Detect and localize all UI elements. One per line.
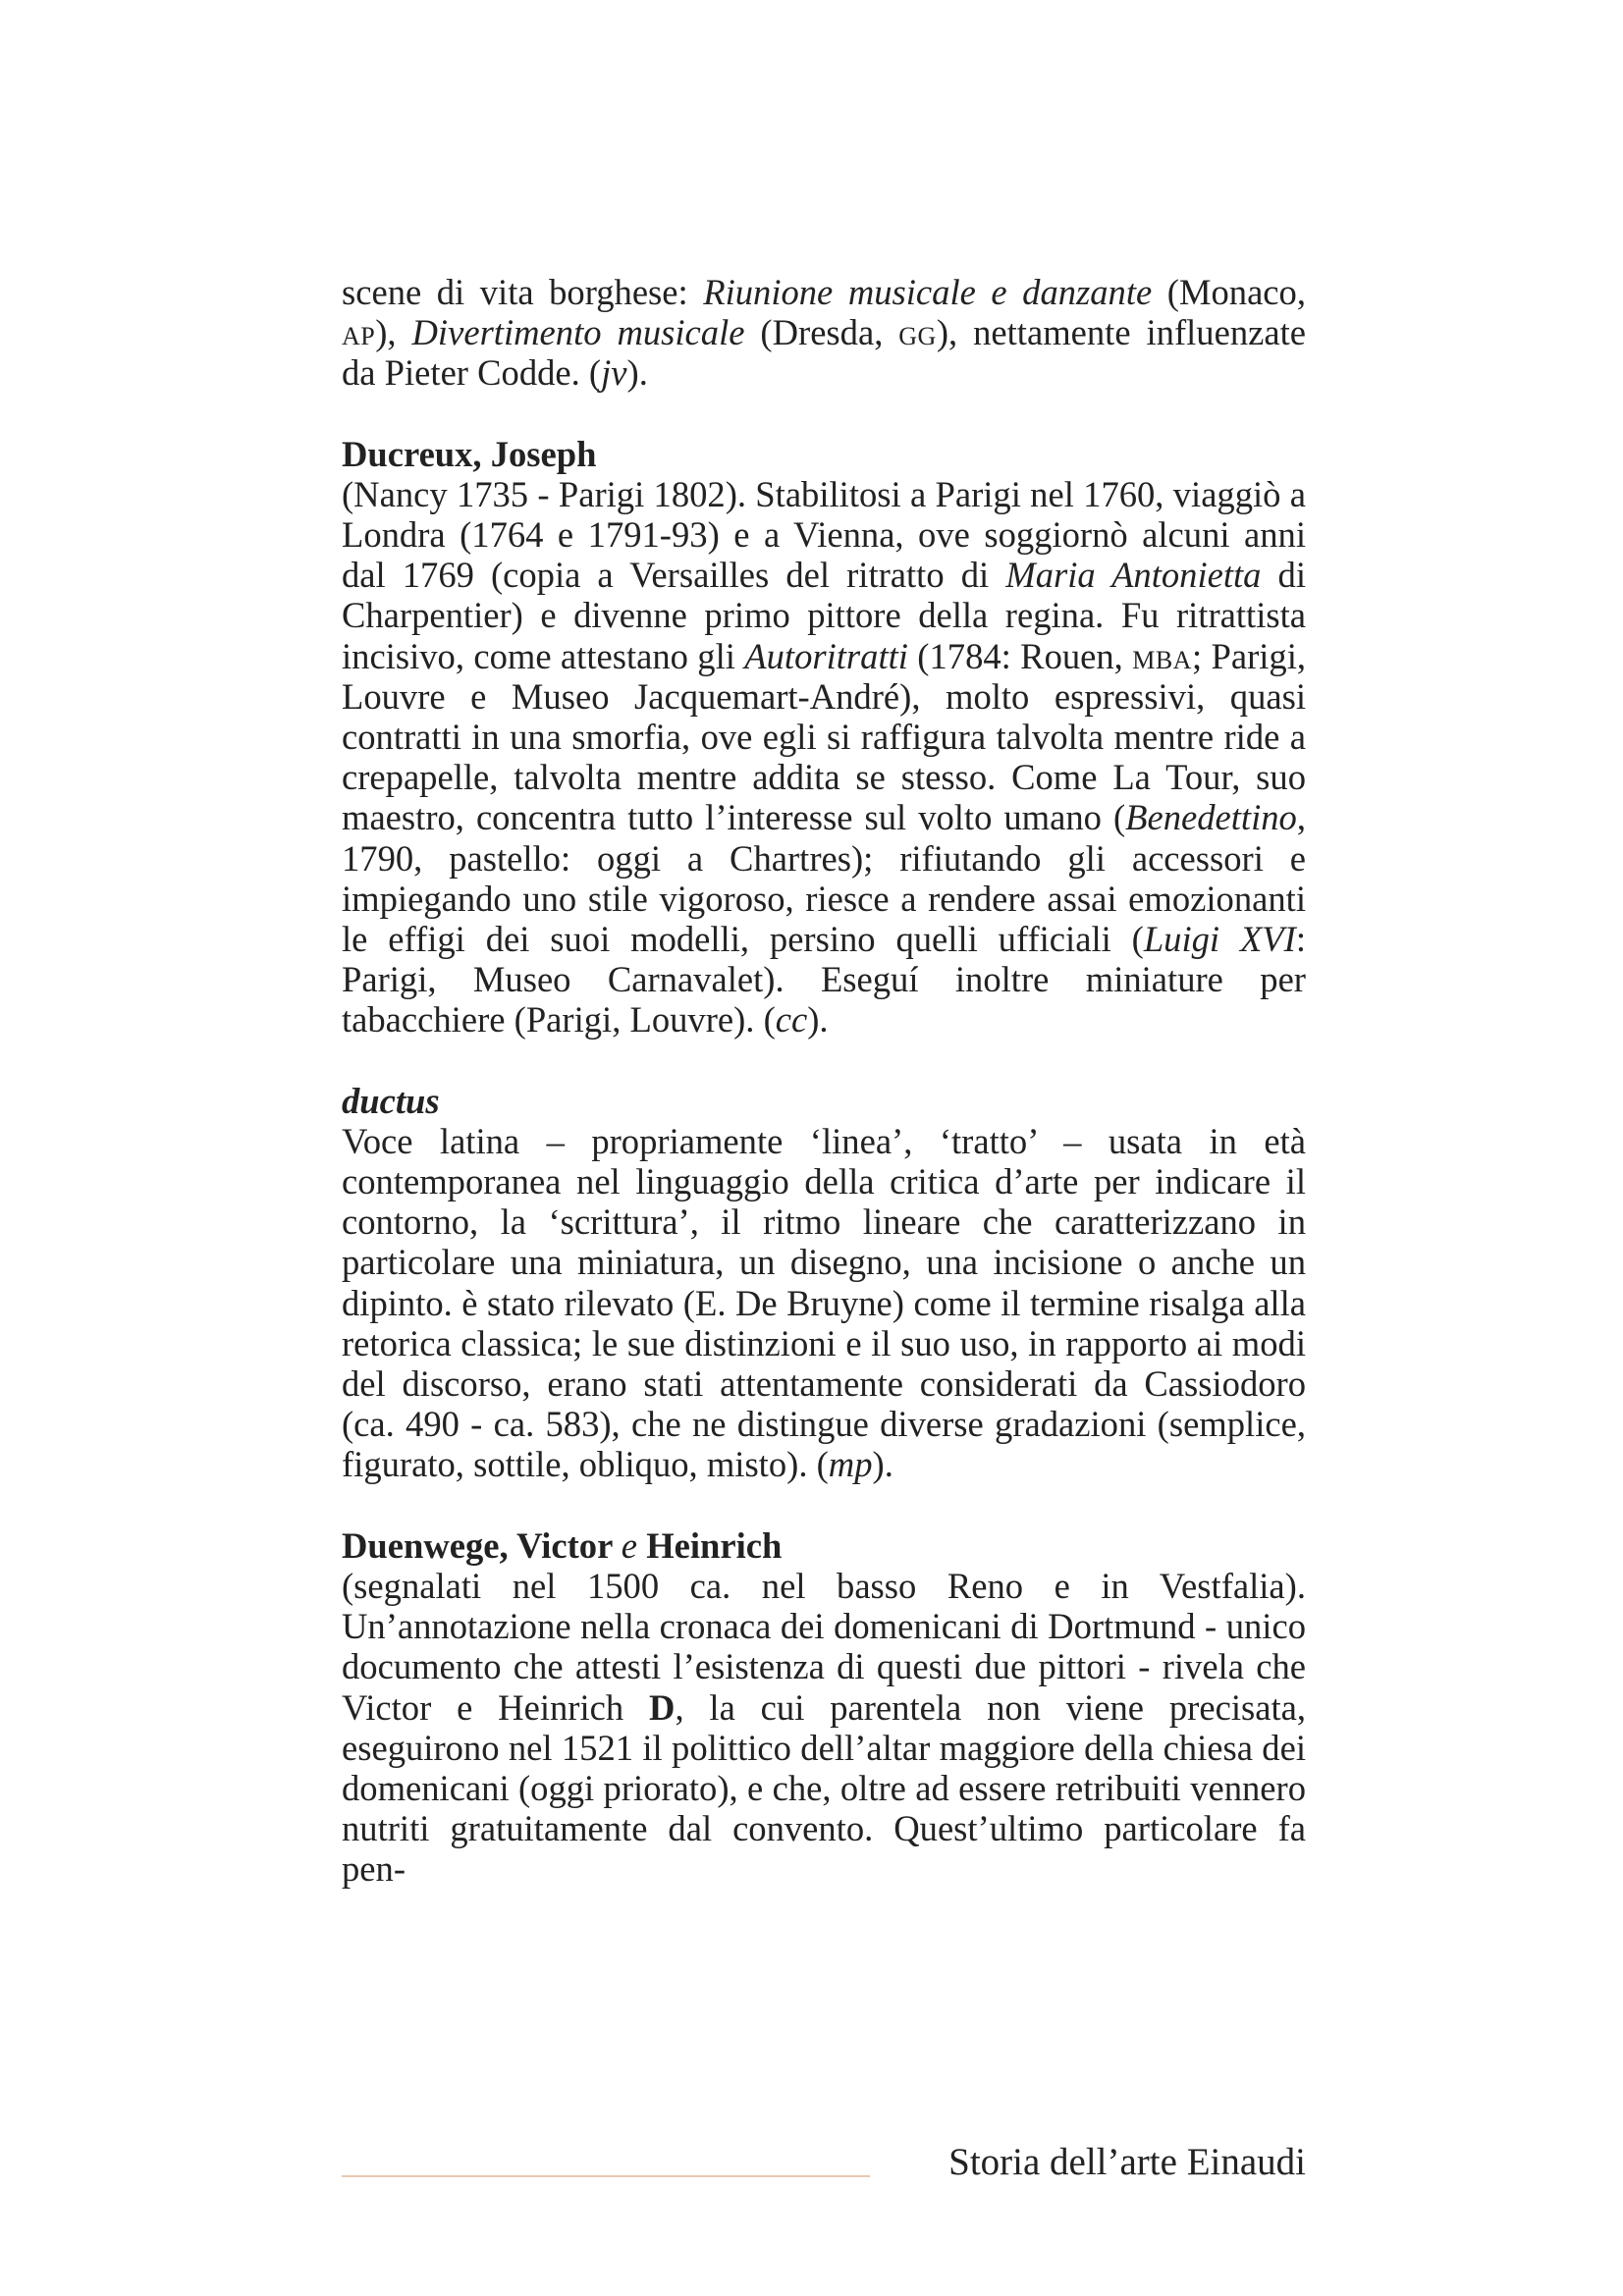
entry-heading: Ducreux, Joseph: [342, 433, 597, 474]
entry-heading: ductus: [342, 1080, 440, 1121]
heading-run: Heinrich: [637, 1524, 783, 1566]
footer-rule: [342, 2175, 870, 2177]
artwork-title: Benedettino: [1125, 797, 1297, 838]
museum-abbrev: ap: [342, 312, 376, 353]
artwork-title: Luigi XVI: [1143, 919, 1296, 960]
text-run: : Parigi, Museo Carnavalet). Eseguí inoltre miniature per tabacchiere (Parigi, Louvre). (: [342, 919, 1306, 1041]
entry-body: [342, 1121, 1306, 1485]
page-footer: [342, 2140, 1306, 2189]
text-run: , 1790, pastello: oggi a Chartres); rifiutando gli accessori e impiegando uno stile vigoroso, riesce a rendere assai emozionanti le effigi dei suoi modelli, persino quelli ufficiali (: [342, 797, 1306, 960]
heading-conjunction: e: [621, 1524, 638, 1566]
artwork-title: Maria Antonietta: [1005, 555, 1262, 596]
heading-run: Duenwege, Victor: [342, 1524, 622, 1566]
text-run: (Monaco,: [1152, 272, 1306, 312]
text-run: ).: [807, 999, 829, 1041]
page-body: [342, 272, 1306, 1890]
text-run: scene di vita borghese:: [342, 272, 704, 312]
text-run: (Dresda,: [744, 312, 899, 353]
museum-abbrev: gg: [898, 312, 937, 353]
entry-heading: [342, 1525, 1306, 1566]
text-run: (segnalati nel 1500 ca. nel basso Reno e in Vestfalia). Un’annotazione nella cronaca dei domenicani di Dortmund - unico documento che attesti l’esistenza di questi due pittori - rivela che Victor e Heinrich: [342, 1565, 1306, 1728]
text-run: ).: [626, 352, 648, 394]
author-signature: cc: [775, 999, 808, 1041]
text-run: ; Parigi, Louvre e Museo Jacquemart-André), molto espressivi, quasi contratti in una smorfia, ove egli si raffigura talvolta mentre ride a crepapelle, talvolta mentre addita se stesso. Come La Tour, suo maestro, concentra tutto l’interesse sul volto umano (: [342, 635, 1307, 838]
footer-title: Storia dell’arte Einaudi: [948, 2141, 1306, 2183]
entry-body: [342, 474, 1306, 1041]
bold-initial: D: [649, 1686, 676, 1728]
text-run: , la cui parentela non viene precisata, eseguirono nel 1521 il polittico dell’altar maggiore della chiesa dei domenicani (oggi priorato), e che, oltre ad essere retribuiti vennero nutriti gratuitamente dal convento. Quest’ultimo particolare fa pen-: [342, 1686, 1306, 1890]
text-run: (Nancy 1735 - Parigi 1802). Stabilitosi a Parigi nel 1760, viaggiò a Londra (1764 e 1791-93) e a Vienna, ove soggiornò alcuni anni dal 1769 (copia a Versailles del ritratto di: [342, 473, 1306, 596]
text-run: ).: [872, 1444, 893, 1485]
author-signature: jv: [601, 352, 627, 394]
artwork-title: Riunione musicale e danzante: [703, 272, 1153, 312]
museum-abbrev: mba: [1132, 635, 1192, 676]
text-run: ),: [375, 312, 412, 353]
artwork-title: Autoritratti: [744, 635, 908, 676]
entry-body: [342, 1566, 1306, 1890]
text-run: ), nettamente influenzate da Pieter Codde. (: [342, 312, 1306, 394]
continuation-paragraph: [342, 272, 1306, 394]
artwork-title: Divertimento musicale: [411, 312, 745, 353]
text-run: Voce latina – propriamente ‘linea’, ‘tratto’ – usata in età contemporanea nel linguaggio della critica d’arte per indicare il contorno, la ‘scrittura’, il ritmo lineare che caratterizzano in particolare una miniatura, un disegno, una incisione o anche un dipinto. è stato rilevato (E. De Bruyne) come il termine risalga alla retorica classica; le sue distinzioni e il suo uso, in rapporto ai modi del discorso, erano stati attentamente considerati da Cassiodoro (ca. 490 - ca. 583), che ne distingue diverse gradazioni (semplice, figurato, sottile, obliquo, misto). (: [342, 1120, 1306, 1485]
text-run: (1784: Rouen,: [907, 635, 1133, 676]
text-run: di Charpentier) e divenne primo pittore della regina. Fu ritrattista incisivo, come attestano gli: [342, 555, 1306, 676]
author-signature: mp: [828, 1444, 873, 1485]
